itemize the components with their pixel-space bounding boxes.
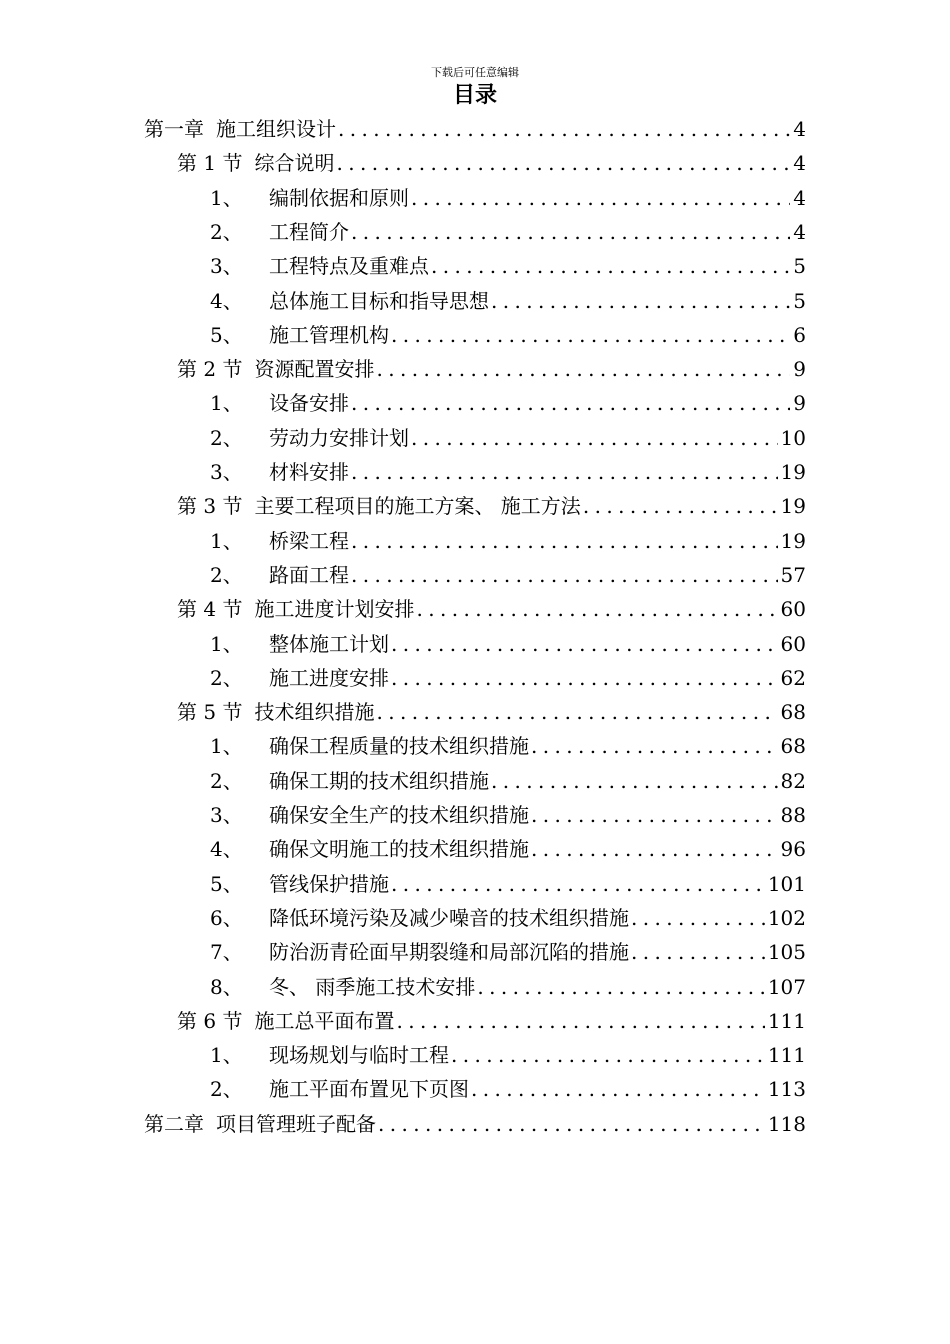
toc-dot-leader bbox=[583, 489, 778, 523]
toc-entry-page-number: 96 bbox=[780, 837, 806, 862]
toc-dot-leader bbox=[491, 764, 778, 798]
toc-entry-page-number: 105 bbox=[767, 940, 806, 965]
toc-entry[interactable] bbox=[144, 112, 806, 146]
toc-entry-label: 第 1 节 bbox=[177, 151, 243, 176]
toc-entry[interactable] bbox=[210, 318, 806, 352]
toc-dot-leader bbox=[631, 935, 765, 969]
toc-entry-title: 主要工程项目的施工方案、 施工方法 bbox=[254, 494, 581, 519]
toc-entry-label: 7、 bbox=[210, 940, 243, 965]
toc-entry-title: 设备安排 bbox=[269, 391, 349, 416]
toc-entry-page-number: 60 bbox=[780, 597, 806, 622]
toc-entry-label: 6、 bbox=[210, 905, 243, 930]
toc-entry-label: 1、 bbox=[210, 1043, 243, 1068]
toc-entry-label: 1、 bbox=[210, 631, 243, 656]
toc-entry[interactable] bbox=[210, 421, 806, 455]
toc-entry[interactable] bbox=[177, 592, 806, 626]
toc-entry-label: 4、 bbox=[210, 837, 243, 862]
toc-entry-label: 3、 bbox=[210, 460, 243, 484]
toc-entry[interactable] bbox=[210, 661, 806, 695]
toc-entry-title: 冬、 雨季施工技术安排 bbox=[269, 974, 476, 999]
toc-entry[interactable] bbox=[144, 1107, 806, 1141]
toc-dot-leader bbox=[531, 729, 778, 763]
toc-entry[interactable] bbox=[210, 249, 806, 283]
toc-entry-title: 工程简介 bbox=[269, 219, 349, 244]
toc-entry[interactable] bbox=[210, 832, 806, 866]
toc-entry-page-number: 107 bbox=[767, 974, 806, 999]
toc-entry-title: 编制依据和原则 bbox=[269, 185, 409, 210]
toc-dot-leader bbox=[531, 798, 778, 832]
toc-entry-title: 桥梁工程 bbox=[269, 528, 349, 553]
toc-dot-leader bbox=[451, 1038, 765, 1072]
toc-entry-label: 2、 bbox=[210, 1077, 243, 1102]
page-title: 目录 bbox=[452, 83, 497, 108]
toc-entry[interactable] bbox=[177, 695, 806, 729]
toc-dot-leader bbox=[411, 181, 790, 215]
toc-entry-label: 1、 bbox=[210, 734, 243, 759]
toc-entry-page-number: 19 bbox=[780, 528, 806, 553]
toc-dot-leader bbox=[411, 421, 778, 455]
toc-entry[interactable] bbox=[210, 935, 806, 969]
toc-entry[interactable] bbox=[177, 1004, 806, 1038]
toc-entry-page-number: 113 bbox=[767, 1077, 806, 1102]
toc-entry-title: 施工平面布置见下页图 bbox=[269, 1077, 469, 1102]
toc-entry-page-number: 5 bbox=[793, 288, 806, 313]
toc-entry-page-number: 88 bbox=[780, 803, 806, 827]
toc-entry-label: 第 4 节 bbox=[177, 597, 243, 622]
toc-entry-page-number: 57 bbox=[780, 562, 806, 587]
toc-entry-title: 总体施工目标和指导思想 bbox=[269, 288, 489, 313]
toc-dot-leader bbox=[391, 867, 765, 901]
toc-entry-title: 降低环境污染及减少噪音的技术组织措施 bbox=[269, 905, 629, 930]
toc-entry-title: 施工进度安排 bbox=[269, 665, 389, 690]
toc-entry-title: 整体施工计划 bbox=[269, 631, 389, 656]
toc-entry-label: 第二章 bbox=[144, 1111, 204, 1136]
toc-entry-label: 1、 bbox=[210, 528, 243, 553]
toc-entry-title: 施工组织设计 bbox=[216, 117, 336, 141]
toc-entry-title: 确保工期的技术组织措施 bbox=[269, 768, 489, 793]
toc-entry-label: 5、 bbox=[210, 871, 243, 896]
toc-entry-page-number: 82 bbox=[780, 768, 806, 793]
toc-dot-leader bbox=[376, 695, 777, 729]
toc-dot-leader bbox=[351, 386, 790, 420]
toc-entry-title: 劳动力安排计划 bbox=[269, 425, 409, 450]
toc-entry-label: 1、 bbox=[210, 185, 243, 210]
toc-dot-leader bbox=[376, 352, 790, 386]
toc-dot-leader bbox=[336, 146, 790, 180]
toc-entry-page-number: 102 bbox=[767, 905, 806, 930]
toc-entry[interactable] bbox=[177, 146, 806, 180]
toc-dot-leader bbox=[477, 970, 764, 1004]
toc-entry-page-number: 4 bbox=[793, 117, 806, 141]
toc-entry-page-number: 19 bbox=[780, 494, 806, 519]
toc-entry-title: 施工总平面布置 bbox=[254, 1008, 395, 1033]
toc-entry-title: 资源配置安排 bbox=[254, 357, 375, 382]
toc-entry-label: 第 3 节 bbox=[177, 494, 243, 519]
toc-dot-leader bbox=[491, 284, 790, 318]
toc-dot-leader bbox=[416, 592, 777, 626]
toc-entry-page-number: 111 bbox=[767, 1043, 806, 1068]
toc-entry[interactable] bbox=[210, 181, 806, 215]
toc-entry-label: 1、 bbox=[210, 391, 243, 416]
toc-entry-label: 2、 bbox=[210, 768, 243, 793]
toc-dot-leader bbox=[338, 112, 790, 146]
toc-entry[interactable] bbox=[210, 1038, 806, 1072]
toc-entry-page-number: 111 bbox=[767, 1008, 806, 1033]
toc-dot-leader bbox=[351, 524, 778, 558]
toc-entry-title: 管线保护措施 bbox=[269, 871, 389, 896]
toc-entry-title: 项目管理班子配备 bbox=[216, 1111, 376, 1136]
toc-entry-title: 材料安排 bbox=[269, 460, 349, 484]
toc-dot-leader bbox=[351, 455, 778, 489]
toc-entry-label: 第 6 节 bbox=[177, 1008, 243, 1033]
toc-entry-page-number: 101 bbox=[767, 871, 806, 896]
toc-entry-label: 2、 bbox=[210, 562, 243, 587]
toc-entry[interactable] bbox=[210, 867, 806, 901]
toc-entry-label: 5、 bbox=[210, 322, 243, 347]
toc-dot-leader bbox=[391, 627, 778, 661]
toc-dot-leader bbox=[531, 832, 778, 866]
header-note: 下载后可任意编辑 bbox=[431, 66, 519, 79]
toc-entry[interactable] bbox=[210, 764, 806, 798]
toc-entry[interactable] bbox=[210, 455, 806, 489]
toc-entry-page-number: 9 bbox=[793, 357, 806, 382]
toc-entry[interactable] bbox=[210, 524, 806, 558]
toc-entry-page-number: 4 bbox=[793, 185, 806, 210]
toc-entry-title: 综合说明 bbox=[254, 151, 335, 176]
toc-entry-label: 4、 bbox=[210, 288, 243, 313]
toc-entry[interactable] bbox=[177, 489, 806, 523]
toc-entry-label: 3、 bbox=[210, 254, 243, 279]
toc-entry-label: 第一章 bbox=[144, 117, 204, 141]
toc-entry[interactable] bbox=[210, 970, 806, 1004]
toc-dot-leader bbox=[351, 215, 790, 249]
toc-entry-page-number: 60 bbox=[780, 631, 806, 656]
toc-entry-label: 第 2 节 bbox=[177, 357, 243, 382]
toc-dot-leader bbox=[396, 1004, 764, 1038]
toc-entry-page-number: 4 bbox=[793, 151, 806, 176]
toc-entry[interactable] bbox=[210, 729, 806, 763]
toc-entry[interactable] bbox=[210, 284, 806, 318]
toc-entry-title: 现场规划与临时工程 bbox=[269, 1043, 449, 1068]
toc-entry-page-number: 68 bbox=[780, 734, 806, 759]
toc-entry[interactable] bbox=[210, 1072, 806, 1106]
toc-entry-title: 确保安全生产的技术组织措施 bbox=[269, 803, 529, 827]
toc-dot-leader bbox=[391, 318, 790, 352]
toc-entry[interactable] bbox=[210, 901, 806, 935]
toc-entry-label: 3、 bbox=[210, 803, 243, 827]
toc-entry[interactable] bbox=[210, 386, 806, 420]
toc-entry-title: 施工管理机构 bbox=[269, 322, 389, 347]
toc-entry-page-number: 9 bbox=[793, 391, 806, 416]
toc-dot-leader bbox=[431, 249, 790, 283]
toc-entry[interactable] bbox=[177, 352, 806, 386]
toc-entry-label: 第 5 节 bbox=[177, 700, 243, 725]
toc-entry-page-number: 68 bbox=[780, 700, 806, 725]
toc-entry-title: 施工进度计划安排 bbox=[254, 597, 415, 622]
toc-entry-title: 防治沥青砼面早期裂缝和局部沉陷的措施 bbox=[269, 940, 629, 965]
toc-entry-title: 确保文明施工的技术组织措施 bbox=[269, 837, 529, 862]
toc-entry-label: 8、 bbox=[210, 974, 243, 999]
toc-dot-leader bbox=[471, 1072, 765, 1106]
toc-entry-page-number: 4 bbox=[793, 219, 806, 244]
toc-entry-page-number: 118 bbox=[767, 1111, 806, 1136]
toc-entry[interactable] bbox=[210, 627, 806, 661]
toc-entry-title: 路面工程 bbox=[269, 562, 349, 587]
toc-entry[interactable] bbox=[210, 215, 806, 249]
toc-entry-page-number: 19 bbox=[780, 460, 806, 484]
toc-dot-leader bbox=[631, 901, 765, 935]
toc-dot-leader bbox=[391, 661, 778, 695]
toc-dot-leader bbox=[351, 558, 778, 592]
toc-entry-page-number: 6 bbox=[793, 322, 806, 347]
toc-entry-page-number: 5 bbox=[793, 254, 806, 279]
toc-entry-title: 确保工程质量的技术组织措施 bbox=[269, 734, 529, 759]
toc-entry[interactable] bbox=[210, 798, 806, 832]
toc-entry[interactable] bbox=[210, 558, 806, 592]
toc-entry-page-number: 10 bbox=[780, 425, 806, 450]
toc-entry-title: 技术组织措施 bbox=[254, 700, 375, 725]
toc-entry-label: 2、 bbox=[210, 219, 243, 244]
toc-dot-leader bbox=[378, 1107, 765, 1141]
toc-entry-label: 2、 bbox=[210, 665, 243, 690]
toc-entry-title: 工程特点及重难点 bbox=[269, 254, 429, 279]
toc-entry-page-number: 62 bbox=[780, 665, 806, 690]
toc-entry-label: 2、 bbox=[210, 425, 243, 450]
